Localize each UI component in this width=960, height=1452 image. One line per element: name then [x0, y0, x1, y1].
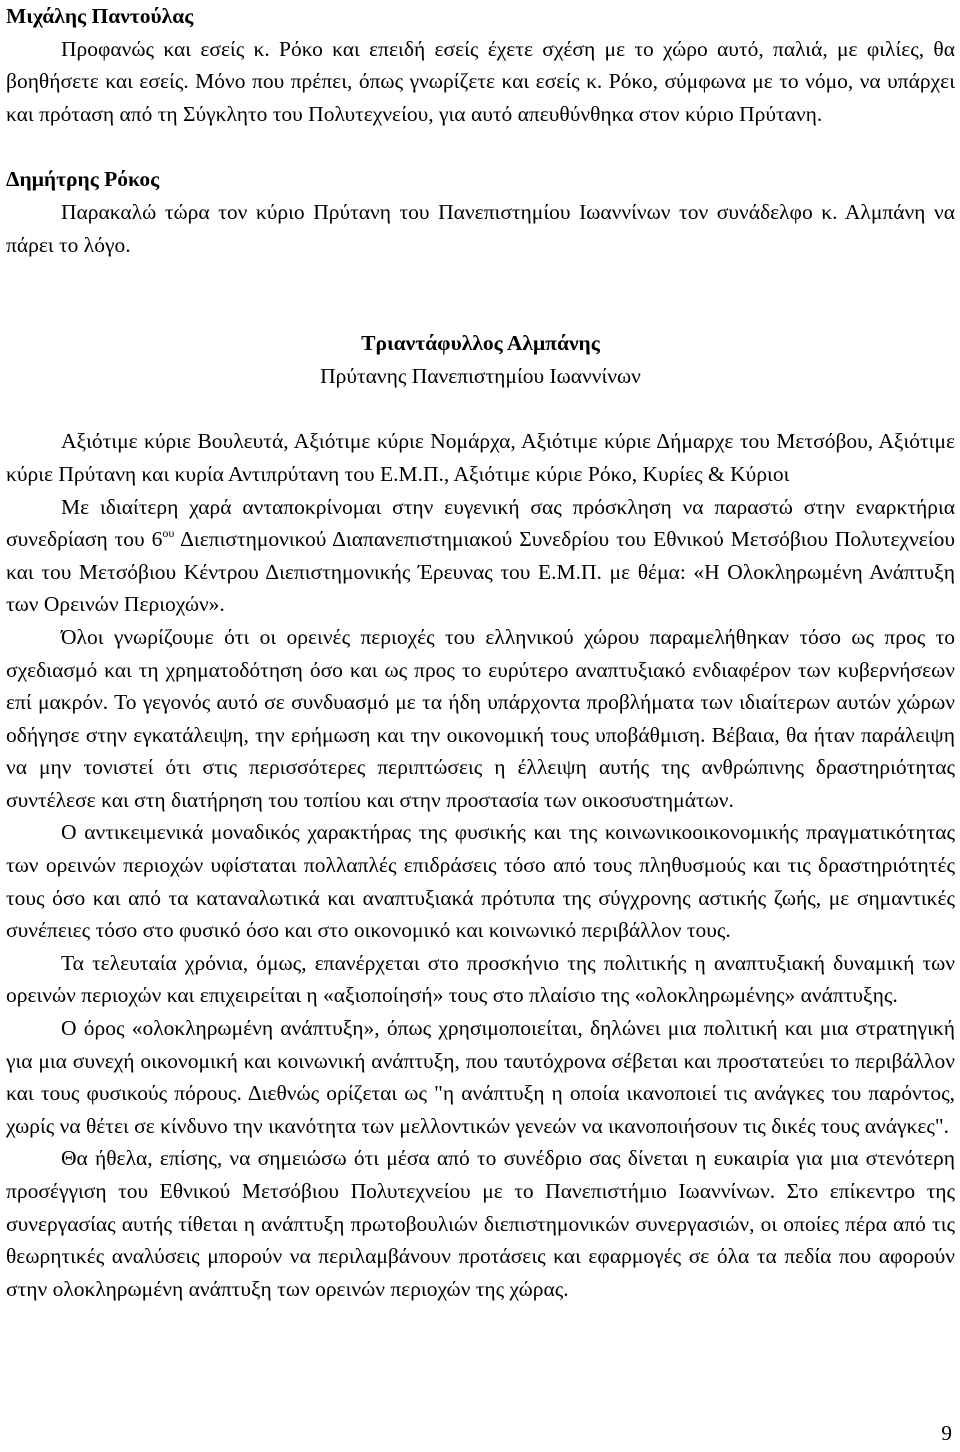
paragraph-text: Διεπιστημονικού Διαπανεπιστημιακού Συνεδρίου του Εθνικού Μετσόβιου Πολυτεχνείου και του Μετσόβιου Κέντρου Διεπιστημονικής Έρευνας του Ε.Μ.Π. με θέμα: «Η Ολοκληρωμένη Ανάπτυξη των Ορεινών Περιοχών».	[6, 527, 956, 617]
speech-paragraph: Παρακαλώ τώρα τον κύριο Πρύτανη του Πανεπιστημίου Ιωαννίνων τον συνάδελφο κ. Αλμπάνη να πάρει το λόγο.	[6, 199, 955, 257]
speech-paragraph: Όλοι γνωρίζουμε ότι οι ορεινές περιοχές του ελληνικού χώρου παραμελήθηκαν τόσο ως προς το σχεδιασμό και τη χρηματοδότηση όσο και ως προς το ευρύτερο αναπτυξιακό ενδιαφέρον των κυβερνήσεων επί μακρόν. Το γεγονός αυτό σε συνδυασμό με τα ήδη υπάρχοντα προβλήματα των ιδιαίτερων αυτών χώρων οδήγησε στην εγκατάλειψη, την ερήμωση και την οικονομική τους υποβάθμιση. Βέβαια, θα ήταν παράλειψη να μην τονιστεί ότι στις περισσότερες περιπτώσεις η έλλειψη αυτής της ανθρώπινης δραστηριότητας συντέλεσε και στη διατήρηση του τοπίου και στην προστασία των οικοσυστημάτων.	[6, 624, 955, 812]
paragraph-text: Με ιδιαίτερη χαρά ανταποκρίνομαι στην ευγενική σας πρόσκληση να παραστώ στην εναρκτήρια συνεδρίαση του 6	[6, 494, 955, 552]
speech-paragraph	[6, 491, 955, 621]
document-page	[6, 0, 955, 1305]
speaker-role: Πρύτανης Πανεπιστημίου Ιωαννίνων	[320, 363, 641, 388]
speech-paragraph: Τα τελευταία χρόνια, όμως, επανέρχεται στο προσκήνιο της πολιτικής η αναπτυξιακή δυναμική των ορεινών περιοχών και επιχειρείται η «αξιοποίησή» τους στο πλαίσιο της «ολοκληρωμένης» ανάπτυξης.	[6, 950, 955, 1008]
speaker-name: Τριαντάφυλλος Αλμπάνης	[361, 331, 600, 356]
ordinal-superscript: ου	[162, 526, 175, 541]
speech-paragraph: Προφανώς και εσείς κ. Ρόκο και επειδή εσείς έχετε σχέση με το χώρο αυτό, παλιά, με φιλίες, θα βοηθήσετε και εσείς. Μόνο που πρέπει, όπως γνωρίζετε και εσείς κ. Ρόκο, σύμφωνα με το νόμο, να υπάρχει και πρόταση από τη Σύγκλητο του Πολυτεχνείου, για αυτό απευθύνθηκα στον κύριο Πρύτανη.	[6, 36, 955, 126]
speaker-name: Δημήτρης Ρόκος	[6, 167, 160, 192]
speech-paragraph: Ο όρος «ολοκληρωμένη ανάπτυξη», όπως χρησιμοποιείται, δηλώνει μια πολιτική και μια στρατηγική για μια συνεχή οικονομική και κοινωνική ανάπτυξη, που ταυτόχρονα σέβεται και προστατεύει το περιβάλλον και τους φυσικούς πόρους. Διεθνώς ορίζεται ως "η ανάπτυξη η οποία ικανοποιεί τις ανάγκες του παρόντος, χωρίς να θέτει σε κίνδυνο την ικανότητα των μελλοντικών γενεών να ικανοποιήσουν τις δικές τους ανάγκες".	[6, 1016, 955, 1138]
speech-paragraph: Ο αντικειμενικά μοναδικός χαρακτήρας της φυσικής και της κοινωνικοοικονομικής πραγματικότητας των ορεινών περιοχών υφίσταται πολλαπλές επιδράσεις τόσο από τους πληθυσμούς και τις δραστηριότητές τους όσο και από τα καταναλωτικά και αναπτυξιακά πρότυπα της σύγχρονης αστικής ζωής, με σημαντικές συνέπειες τόσο στο φυσικό όσο και στο οικονομικό και κοινωνικό περιβάλλον τους.	[6, 820, 955, 943]
page-number: 9	[941, 1421, 952, 1445]
speech-paragraph: Θα ήθελα, επίσης, να σημειώσω ότι μέσα από το συνέδριο σας δίνεται η ευκαιρία για μια στενότερη προσέγγιση του Εθνικού Μετσόβιου Πολυτεχνείου με το Πανεπιστήμιο Ιωαννίνων. Στο επίκεντρο της συνεργασίας αυτής τίθεται η ανάπτυξη πρωτοβουλιών διεπιστημονικών συνεργασιών, οι οποίες πέρα από τις θεωρητικές αναλύσεις μπορούν να περιλαμβάνουν προτάσεις και εφαρμογές σε όλα τα πεδία που αφορούν στην ολοκληρωμένη ανάπτυξη των ορεινών περιοχών της χώρας.	[6, 1146, 955, 1301]
speaker-name: Μιχάλης Παντούλας	[6, 4, 194, 28]
salutation: Αξιότιμε κύριε Βουλευτά, Αξιότιμε κύριε Νομάρχα, Αξιότιμε κύριε Δήμαρχε του Μετσόβου, Αξιότιμε κύριε Πρύτανη και κυρία Αντιπρύτανη του Ε.Μ.Π., Αξιότιμε κύριε Ρόκο, Κυρίες & Κύριοι	[6, 429, 955, 486]
